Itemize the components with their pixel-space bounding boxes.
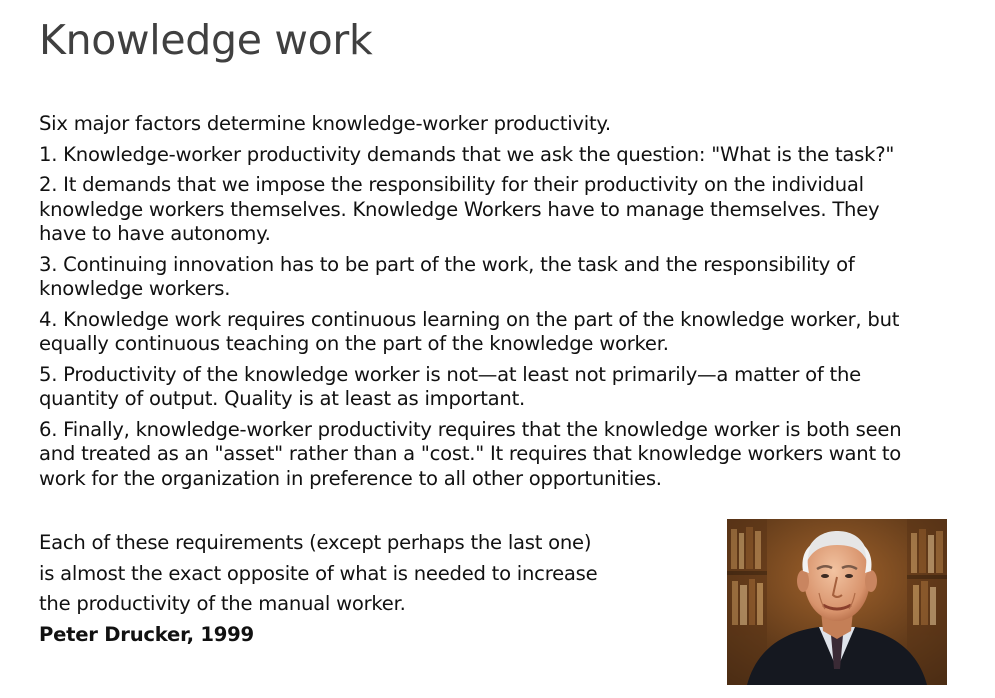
drucker-quote (39, 528, 699, 650)
quote-text (39, 528, 699, 620)
factor-line: 1. Knowledge-worker productivity demands that we ask the question: "What is the task?" (39, 142, 895, 166)
factor-6 (39, 418, 984, 492)
factor-line: knowledge workers. (39, 277, 231, 300)
author-portrait (727, 519, 947, 685)
factor-line: 5. Productivity of the knowledge worker is not—at least not primarily—a matter of the (39, 362, 861, 386)
quote-line: Each of these requirements (except perhaps the last one) (39, 531, 592, 554)
slide-title: Knowledge work (39, 16, 373, 64)
quote-line: the productivity of the manual worker. (39, 592, 406, 615)
factor-line: quantity of output. Quality is at least as important. (39, 387, 525, 410)
factor-5 (39, 363, 984, 412)
intro-text: Six major factors determine knowledge-worker productivity. (39, 112, 611, 135)
factor-line: and treated as an "asset" rather than a "cost." It requires that knowledge workers want to (39, 442, 902, 465)
factor-2 (39, 173, 984, 247)
factor-line: 3. Continuing innovation has to be part of the work, the task and the responsibility of (39, 252, 855, 276)
quote-author: Peter Drucker, 1999 (39, 622, 254, 646)
factor-line: equally continuous teaching on the part of the knowledge worker. (39, 332, 669, 355)
factor-3 (39, 253, 984, 302)
portrait-illustration (727, 519, 947, 685)
factor-line: 4. Knowledge work requires continuous learning on the part of the knowledge worker, but (39, 307, 900, 331)
slide-body (39, 112, 984, 497)
factor-line: knowledge workers themselves. Knowledge Workers have to manage themselves. They (39, 197, 880, 221)
factor-line: have to have autonomy. (39, 222, 271, 245)
factor-line: 6. Finally, knowledge-worker productivity requires that the knowledge worker is both seen (39, 417, 902, 441)
factor-1 (39, 143, 984, 168)
quote-line: is almost the exact opposite of what is needed to increase (39, 561, 598, 585)
factor-line: 2. It demands that we impose the responsibility for their productivity on the individual (39, 173, 864, 196)
factor-4 (39, 308, 984, 357)
factor-line: work for the organization in preference to all other opportunities. (39, 466, 662, 490)
